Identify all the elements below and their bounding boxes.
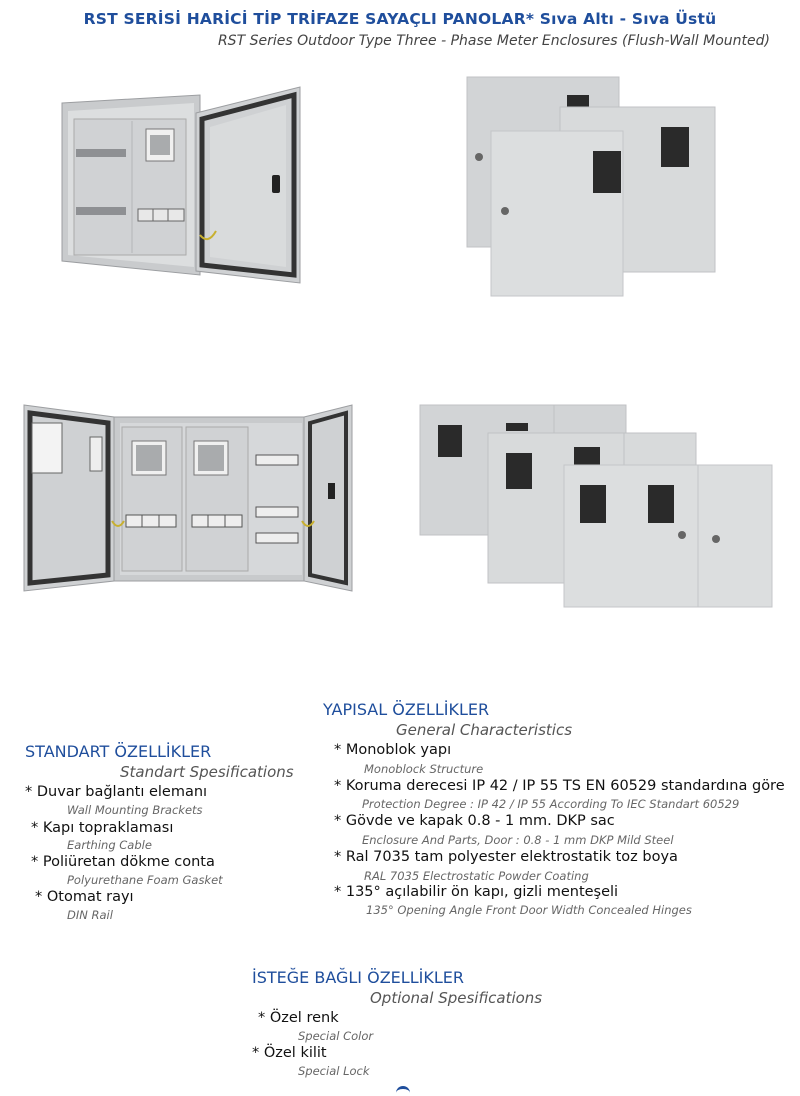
- optional-item-en: Special Color: [298, 1029, 374, 1043]
- standard-item-tr: * Otomat rayı: [35, 889, 134, 905]
- decorative-arc: [396, 1086, 410, 1096]
- standard-item-en: DIN Rail: [67, 908, 113, 922]
- general-item-en: Protection Degree : IP 42 / IP 55 According To IEC Standart 60529: [362, 797, 740, 811]
- optional-item-tr: * Özel renk: [258, 1010, 339, 1026]
- page-subtitle: RST Series Outdoor Type Three - Phase Meter Enclosures (Flush-Wall Mounted): [217, 33, 770, 49]
- general-item-tr: * Monoblok yapı: [334, 742, 452, 758]
- page-title: RST SERİSİ HARİCİ TİP TRİFAZE SAYAÇLI PANOLAR* Sıva Altı - Sıva Üstü: [83, 10, 717, 28]
- standard-item-en: Earthing Cable: [67, 838, 152, 852]
- standard-item-en: Wall Mounting Brackets: [67, 803, 203, 817]
- general-item-tr: * Ral 7035 tam polyester elektrostatik toz boya: [334, 849, 678, 865]
- standard-subheading: Standart Spesifications: [120, 763, 294, 781]
- general-subheading: General Characteristics: [396, 721, 573, 739]
- general-item-en: Enclosure And Parts, Door : 0.8 - 1 mm DKP Mild Steel: [362, 833, 674, 847]
- general-heading: YAPISAL ÖZELLİKLER: [323, 700, 490, 719]
- standard-item-tr: * Duvar bağlantı elemanı: [25, 784, 208, 800]
- double-door-enclosure-image: [22, 403, 354, 593]
- general-item-tr: * 135° açılabilir ön kapı, gizli menteşeli: [334, 884, 619, 900]
- general-item-tr: * Koruma derecesi IP 42 / IP 55 TS EN 60529 standardına göre: [334, 778, 785, 794]
- standard-item-tr: * Poliüretan dökme conta: [31, 854, 215, 870]
- optional-subheading: Optional Spesifications: [370, 989, 543, 1007]
- optional-heading: İSTEĞE BAĞLI ÖZELLİKLER: [252, 968, 464, 987]
- general-item-en: RAL 7035 Electrostatic Powder Coating: [364, 869, 589, 883]
- standard-item-en: Polyurethane Foam Gasket: [67, 873, 223, 887]
- standard-heading: STANDART ÖZELLİKLER: [25, 742, 212, 761]
- open-enclosure-image: [60, 85, 310, 285]
- general-item-en: Monoblock Structure: [364, 762, 484, 776]
- double-window-enclosures-image: [418, 403, 774, 609]
- general-item-tr: * Gövde ve kapak 0.8 - 1 mm. DKP sac: [334, 813, 615, 829]
- closed-enclosures-image: [465, 75, 717, 300]
- optional-item-en: Special Lock: [298, 1064, 370, 1078]
- standard-item-tr: * Kapı topraklaması: [31, 820, 174, 836]
- optional-item-tr: * Özel kilit: [252, 1045, 327, 1061]
- general-item-en: 135° Opening Angle Front Door Width Concealed Hinges: [366, 903, 692, 917]
